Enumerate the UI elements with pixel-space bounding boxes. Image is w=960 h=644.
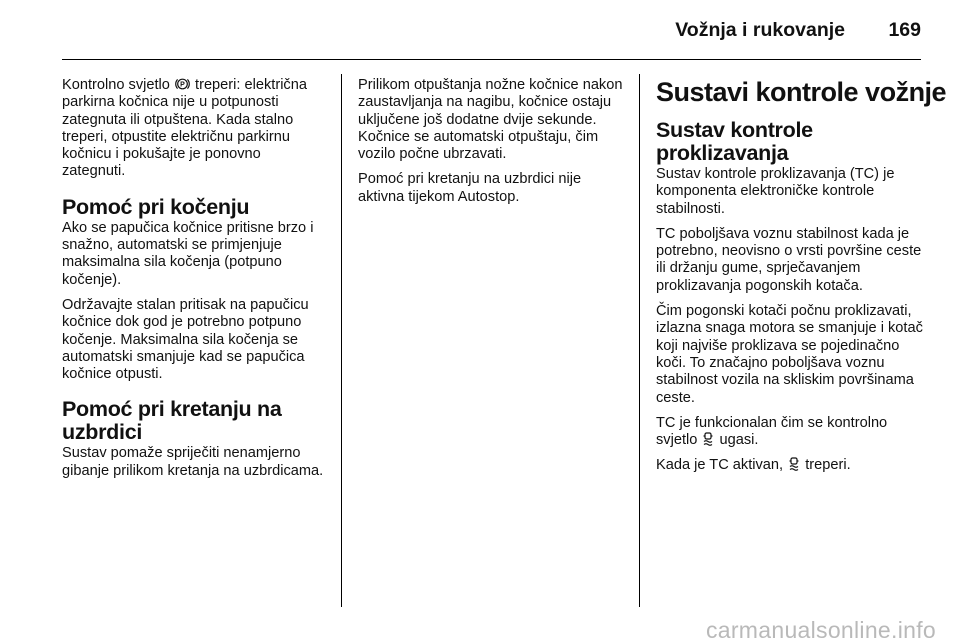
tc-paragraph-4: TC je funkcionalan čim se kontrolno svjetlo ugasi.	[656, 414, 888, 449]
autostop-paragraph: Pomoć pri kretanju na uzbrdici nije aktivna tijekom Autostop.	[358, 171, 582, 205]
column-right	[656, 77, 947, 483]
tc-paragraph-2: TC poboljšava voznu stabilnost kada je potrebno, neovisno o vrsti površine ceste ili držanju gume, sprječavanjem proklizavanja pogonskih kotača.	[656, 225, 922, 294]
hill-hold-paragraph: Prilikom otpuštanja nožne kočnice nakon zaustavljanja na nagibu, kočnice ostaju uključene još dodatne dvije sekunde. Kočnice se automatski otpuštaju, čim vozilo počne ubrzavati.	[358, 77, 623, 163]
hill-start-assist-heading: Pomoć pri kretanju na uzbrdici	[62, 397, 282, 445]
tc-paragraph-3: Čim pogonski kotači počnu proklizavati, izlazna snaga motora se smanjuje i kotač koji najviše proklizava se pojedinačno koči. To značajno poboljšava voznu stabilnost vozila na skliskim površinama ceste.	[656, 303, 923, 406]
traction-control-icon	[702, 432, 714, 446]
chapter-title: Vožnja i rukovanje	[675, 19, 845, 41]
page-header	[62, 0, 921, 60]
traction-control-icon	[788, 457, 800, 471]
hill-start-assist-paragraph: Sustav pomaže spriječiti nenamjerno gibanje prilikom kretanja na uzbrdicama.	[62, 445, 324, 479]
column-left	[62, 77, 328, 488]
page-number: 169	[888, 19, 921, 41]
column-divider-1	[341, 74, 342, 607]
traction-control-heading: Sustav kontrole proklizavanja	[656, 118, 813, 165]
tc-paragraph-1: Sustav kontrole proklizavanja (TC) je komponenta elektroničke kontrole stabilnosti.	[656, 166, 895, 217]
column-divider-2	[639, 74, 640, 607]
watermark: carmanualsonline.info	[705, 617, 936, 643]
brake-assist-paragraph-2: Održavajte stalan pritisak na papučicu kočnice dok god je potrebno potpuno kočenje. Maksimalna sila kočenja se automatski smanjuje kad se papučica kočnice otpusti.	[62, 296, 309, 383]
tc-paragraph-5: Kada je TC aktivan, treperi.	[656, 457, 851, 474]
parking-brake-paragraph: Kontrolno svjetlo P treperi: električna parkirna kočnica nije u potpunosti zategnuta ili otpuštena. Kada stalno treperi, otpustite električnu parkirnu kočnicu i pokušajte je ponovno zategnuti.	[62, 77, 307, 180]
brake-assist-paragraph-1: Ako se papučica kočnice pritisne brzo i snažno, automatski se primjenjuje maksimalna sila kočenja (potpuno kočenje).	[62, 219, 314, 288]
column-middle	[358, 77, 626, 214]
svg-text:P: P	[180, 81, 185, 89]
brake-assist-heading: Pomoć pri kočenju	[62, 194, 250, 219]
parking-brake-warning-icon	[175, 77, 190, 91]
driving-control-systems-heading: Sustavi kontrole vožnje	[656, 77, 947, 107]
